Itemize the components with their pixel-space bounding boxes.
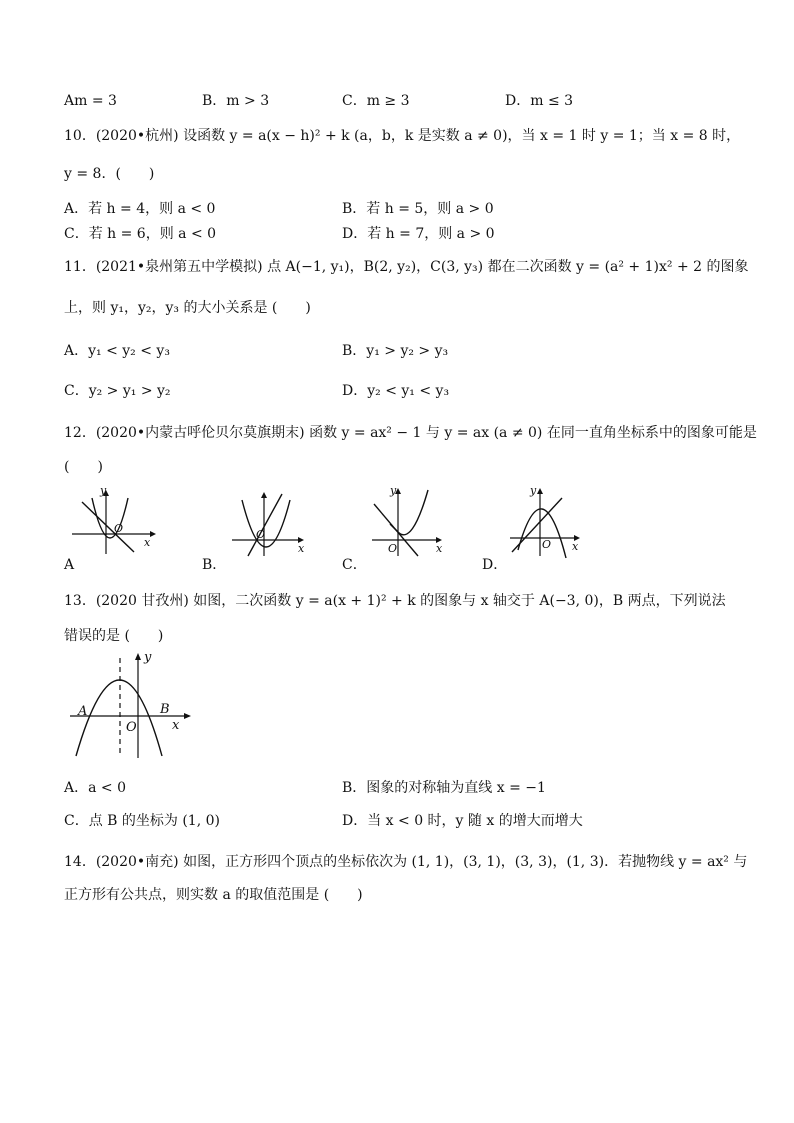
q13-option-d: D．当 x < 0 时，y 随 x 的增大而增大 [342,813,583,829]
q13-stem-line2: 错误的是 ( ) [64,628,164,644]
q12-stem-line1: 12．(2020•内蒙古呼伦贝尔莫旗期末) 函数 y = ax² − 1 与 y = ax (a ≠ 0) 在同一直角坐标系中的图象可能是 [64,425,757,441]
q11-stem-line2: 上，则 y₁，y₂，y₃ 的大小关系是 ( ) [64,300,311,316]
q12-stem-line2: ( ) [64,459,103,475]
q12-b-x-axis-label: x [298,542,305,555]
q11-option-b: B．y₁ > y₂ > y₃ [342,343,449,359]
q12-b-origin-label: O [256,528,266,541]
q13-origin-label: O [126,720,137,735]
q13-x-axis-label: x [172,718,180,733]
q12-a-y-axis-label: y [100,484,107,497]
q12-a-origin-label: O [114,522,124,535]
q12-a-x-axis-label: x [144,536,151,549]
q13-y-axis-label: y [144,650,152,665]
q12-c-x-axis-label: x [436,542,443,555]
q10-stem-line1: 10．(2020•杭州) 设函数 y = a(x − h)² + k (a，b，k 是实数 a ≠ 0)，当 x = 1 时 y = 1；当 x = 8 时， [64,128,741,144]
q9-option-c: C．m ≥ 3 [342,93,410,109]
q13-option-b: B．图象的对称轴为直线 x = −1 [342,780,546,796]
q12-figure-b-label: B． [202,557,227,573]
q11-option-a: A．y₁ < y₂ < y₃ [64,343,170,359]
q11-stem-line1: 11．(2021•泉州第五中学模拟) 点 A(−1, y₁)，B(2, y₂)，C(3, y₃) 都在二次函数 y = (a² + 1)x² + 2 的图象 [64,259,749,275]
q11-option-c: C．y₂ > y₁ > y₂ [64,383,171,399]
q13-option-a: A．a < 0 [64,780,126,796]
q13-point-a-label: A [78,704,88,719]
q12-d-y-axis-label: y [530,484,537,497]
q9-option-d: D．m ≤ 3 [505,93,574,109]
q13-option-c: C．点 B 的坐标为 (1, 0) [64,813,220,829]
q10-stem-line2: y = 8．( ) [64,166,155,182]
q10-option-b: B．若 h = 5，则 a > 0 [342,201,494,217]
q12-c-y-axis-label: y [390,484,397,497]
q12-d-x-axis-label: x [572,540,579,553]
q12-figure-a-label: A [64,557,75,573]
q14-stem-line2: 正方形有公共点，则实数 a 的取值范围是 ( ) [64,887,363,903]
q9-option-a: Am = 3 [64,93,117,109]
q12-d-origin-label: O [542,538,552,551]
q13-figure [64,650,194,760]
q10-option-d: D．若 h = 7，则 a > 0 [342,226,495,242]
q12-figure-d-label: D． [482,557,508,573]
q14-stem-line1: 14．(2020•南充) 如图，正方形四个顶点的坐标依次为 (1, 1)，(3, 1)，(3, 3)，(1, 3)．若抛物线 y = ax² 与 [64,854,748,870]
q12-figure-d [506,484,586,560]
q9-option-b: B．m > 3 [202,93,270,109]
q12-figure-b [228,490,308,558]
q13-point-b-label: B [160,702,170,717]
q11-option-d: D．y₂ < y₁ < y₃ [342,383,450,399]
q10-option-c: C．若 h = 6，则 a < 0 [64,226,217,242]
q12-figure-a [70,484,156,556]
q12-c-origin-label: O [388,542,398,555]
q12-figure-c [368,484,448,558]
q13-stem-line1: 13．(2020 甘孜州) 如图，二次函数 y = a(x + 1)² + k 的图象与 x 轴交于 A(−3, 0)，B 两点，下列说法 [64,593,726,609]
q10-option-a: A．若 h = 4，则 a < 0 [64,201,216,217]
q12-figure-c-label: C． [342,557,367,573]
